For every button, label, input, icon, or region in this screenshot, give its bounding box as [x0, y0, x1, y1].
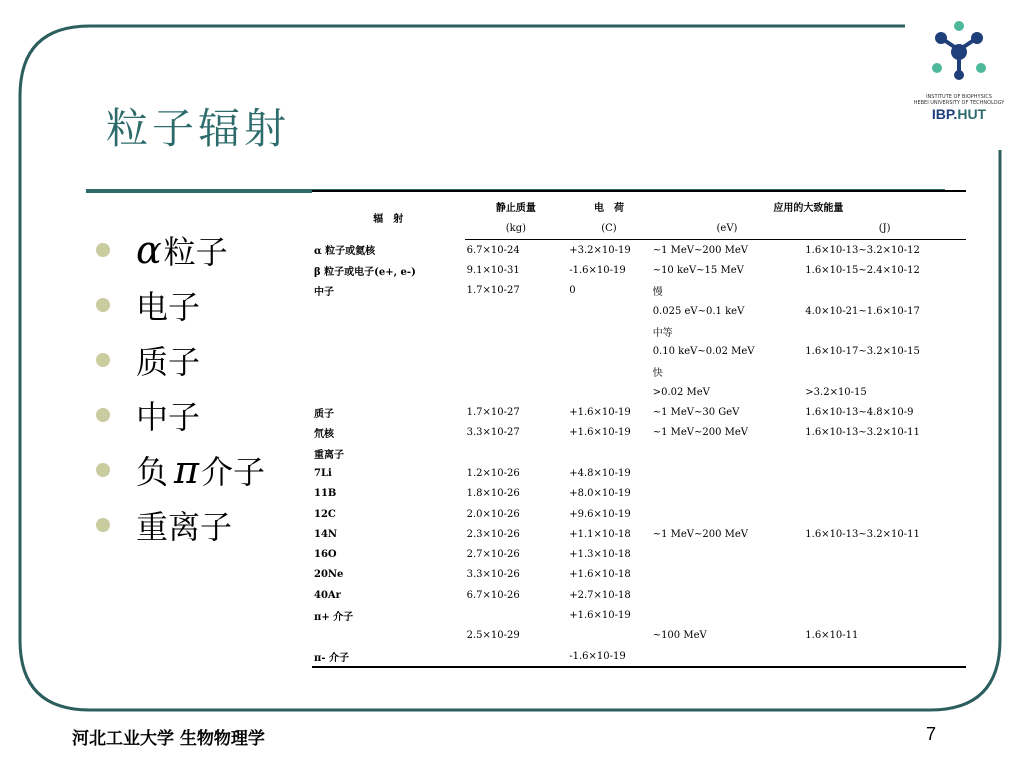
table-cell: 1.6×10-13~3.2×10-12 [805, 244, 920, 256]
table-cell [803, 321, 966, 341]
table-cell [312, 382, 465, 402]
table-cell [803, 565, 966, 585]
bullet-alpha: α 粒子 [96, 222, 265, 277]
header-energy: 应用的大致能量 [773, 202, 844, 214]
table-row [312, 565, 966, 585]
unit-ev: (eV) [651, 217, 804, 240]
table-cell: 中等 [652, 327, 673, 339]
bullet-proton: 质子 [96, 332, 265, 387]
table-cell: 6.7×10-24 [466, 244, 520, 256]
table-cell [312, 341, 465, 361]
institute-logo [905, 20, 1013, 140]
bullet-dot-icon [96, 408, 110, 422]
table-cell: 7Li [314, 467, 332, 479]
radiation-table [312, 190, 966, 668]
bullet-electron: 电子 [96, 277, 265, 332]
table-cell [312, 362, 465, 382]
table-cell: 2.7×10-26 [466, 549, 520, 561]
table-row [312, 240, 966, 261]
table-cell [803, 646, 966, 667]
table-cell [651, 646, 804, 667]
table-cell: 14N [314, 528, 338, 540]
table-cell [567, 321, 650, 341]
table-cell: 2.5×10-29 [466, 630, 520, 642]
table-cell: 1.7×10-27 [466, 285, 520, 297]
table-cell: -1.6×10-19 [567, 646, 650, 667]
table-cell [567, 626, 650, 646]
page-number: 7 [926, 724, 937, 744]
table-cell [312, 626, 465, 646]
table-cell: 2.3×10-26 [466, 528, 520, 540]
table-cell: ~100 MeV [652, 630, 707, 642]
table-cell: π- 介子 [312, 646, 465, 667]
table-cell: 重离子 [314, 449, 344, 461]
table-cell: +8.0×10-19 [569, 488, 631, 500]
table-cell: β 粒子或电子(e+, e-) [314, 266, 416, 278]
table-cell: +4.8×10-19 [569, 467, 631, 479]
table-cell [651, 605, 804, 625]
table-cell [803, 605, 966, 625]
table-cell [651, 443, 804, 463]
table-cell [651, 565, 804, 585]
table-cell: α 粒子或氦核 [314, 246, 376, 258]
radiation-table-image [312, 190, 966, 680]
table-cell [465, 443, 568, 463]
table-cell [803, 463, 966, 483]
bullet-pion: 负 π 介子 [96, 442, 265, 497]
table-cell [651, 504, 804, 524]
table-cell [803, 281, 966, 301]
table-cell: 0.025 eV~0.1 keV [652, 305, 745, 317]
table-cell: 0.10 keV~0.02 MeV [652, 346, 755, 358]
table-cell [651, 484, 804, 504]
table-cell: 3.3×10-27 [466, 427, 520, 439]
table-row [312, 402, 966, 422]
table-cell [567, 362, 650, 382]
bullet-neutron: 中子 [96, 387, 265, 442]
bullet-heavy-ion: 重离子 [96, 497, 265, 552]
table-cell: ~1 MeV~200 MeV [652, 528, 749, 540]
table-cell: π+ 介子 [314, 611, 354, 623]
table-cell: 慢 [652, 287, 663, 299]
table-cell [465, 382, 568, 402]
slide-title: 粒子辐射 [106, 104, 291, 153]
table-row [312, 321, 966, 341]
table-cell: 质子 [314, 409, 334, 421]
table-cell: 1.6×10-13~3.2×10-11 [805, 427, 920, 439]
table-cell [465, 301, 568, 321]
table-cell [803, 544, 966, 564]
table-cell: 1.6×10-13~3.2×10-11 [805, 528, 920, 540]
table-cell [803, 585, 966, 605]
table-row [312, 463, 966, 483]
bullet-dot-icon [96, 298, 110, 312]
table-row [312, 443, 966, 463]
table-cell [465, 646, 568, 667]
table-cell: +2.7×10-18 [569, 589, 631, 601]
table-cell: ~1 MeV~30 GeV [652, 407, 740, 419]
table-cell: 9.1×10-31 [466, 264, 520, 276]
table-row [312, 341, 966, 361]
table-cell [651, 544, 804, 564]
table-row [312, 260, 966, 280]
header-charge: 电 荷 [593, 202, 624, 214]
bullet-dot-icon [96, 243, 110, 257]
table-cell: +3.2×10-19 [569, 244, 631, 256]
table-cell: 1.6×10-11 [805, 630, 859, 642]
table-cell: 3.3×10-26 [466, 569, 520, 581]
table-cell: 40Ar [314, 589, 341, 601]
table-cell [651, 463, 804, 483]
table-cell: +1.6×10-19 [569, 609, 631, 621]
unit-j: (J) [803, 217, 966, 240]
table-cell [651, 585, 804, 605]
table-cell: +1.6×10-18 [569, 569, 631, 581]
table-row [312, 626, 966, 646]
bullet-dot-icon [96, 463, 110, 477]
table-cell [312, 321, 465, 341]
table-cell: 中子 [314, 287, 334, 299]
table-cell [465, 341, 568, 361]
logo-line2: HEBEI UNIVERSITY OF TECHNOLOGY [913, 100, 1005, 106]
footer-text: 河北工业大学 生物物理学 [72, 729, 265, 749]
table-row [312, 423, 966, 443]
table-cell [465, 321, 568, 341]
logo-line1: INSTITUTE OF BIOPHYSICS [926, 94, 992, 100]
table-row [312, 362, 966, 382]
molecule-icon [919, 20, 999, 90]
table-cell: ~1 MeV~200 MeV [652, 244, 749, 256]
table-cell: >0.02 MeV [652, 386, 710, 398]
header-radiation: 辐 射 [373, 213, 404, 225]
table-cell: 1.2×10-26 [466, 467, 520, 479]
table-cell: ~1 MeV~200 MeV [652, 427, 749, 439]
table-cell [803, 504, 966, 524]
table-cell [567, 341, 650, 361]
table-row [312, 605, 966, 625]
table-row [312, 646, 966, 667]
table-cell: ~10 keV~15 MeV [652, 264, 744, 276]
table-row [312, 382, 966, 402]
table-row [312, 504, 966, 524]
table-cell [803, 362, 966, 382]
table-cell: +9.6×10-19 [569, 508, 631, 520]
table-cell: 1.6×10-13~4.8×10-9 [805, 407, 914, 419]
table-cell: 11B [314, 488, 337, 500]
table-cell: 2.0×10-26 [466, 508, 520, 520]
table-row [312, 544, 966, 564]
unit-kg: (kg) [465, 217, 568, 240]
table-cell [312, 301, 465, 321]
table-cell: +1.3×10-18 [569, 549, 631, 561]
table-cell: +1.1×10-18 [569, 528, 631, 540]
table-cell: 6.7×10-26 [466, 589, 520, 601]
table-cell: -1.6×10-19 [569, 264, 626, 276]
table-cell: +1.6×10-19 [569, 407, 631, 419]
table-cell [803, 484, 966, 504]
table-cell [803, 443, 966, 463]
table-cell [567, 443, 650, 463]
bullet-list [96, 222, 265, 552]
table-row [312, 301, 966, 321]
table-cell: +1.6×10-19 [569, 427, 631, 439]
table-cell [465, 605, 568, 625]
table-cell: 1.6×10-15~2.4×10-12 [805, 264, 920, 276]
table-cell: 20Ne [314, 569, 344, 581]
table-cell: 16O [314, 549, 337, 561]
table-cell: 1.7×10-27 [466, 407, 520, 419]
header-rest-mass: 静止质量 [495, 202, 536, 214]
bullet-dot-icon [96, 518, 110, 532]
table-row [312, 484, 966, 504]
unit-c: (C) [567, 217, 650, 240]
bullet-dot-icon [96, 353, 110, 367]
table-cell: 0 [569, 285, 576, 297]
table-row [312, 281, 966, 301]
table-cell: 4.0×10-21~1.6×10-17 [805, 305, 920, 317]
table-cell: 1.8×10-26 [466, 488, 520, 500]
table-cell: >3.2×10-15 [805, 386, 867, 398]
table-cell: 快 [652, 368, 663, 380]
table-row [312, 585, 966, 605]
table-cell: 12C [314, 508, 336, 520]
table-cell [567, 301, 650, 321]
table-cell: 1.6×10-17~3.2×10-15 [805, 346, 920, 358]
table-cell: 氘核 [314, 429, 334, 441]
table-cell [567, 382, 650, 402]
table-cell [465, 362, 568, 382]
table-row [312, 524, 966, 544]
logo-name: IBP.HUT [931, 106, 987, 122]
